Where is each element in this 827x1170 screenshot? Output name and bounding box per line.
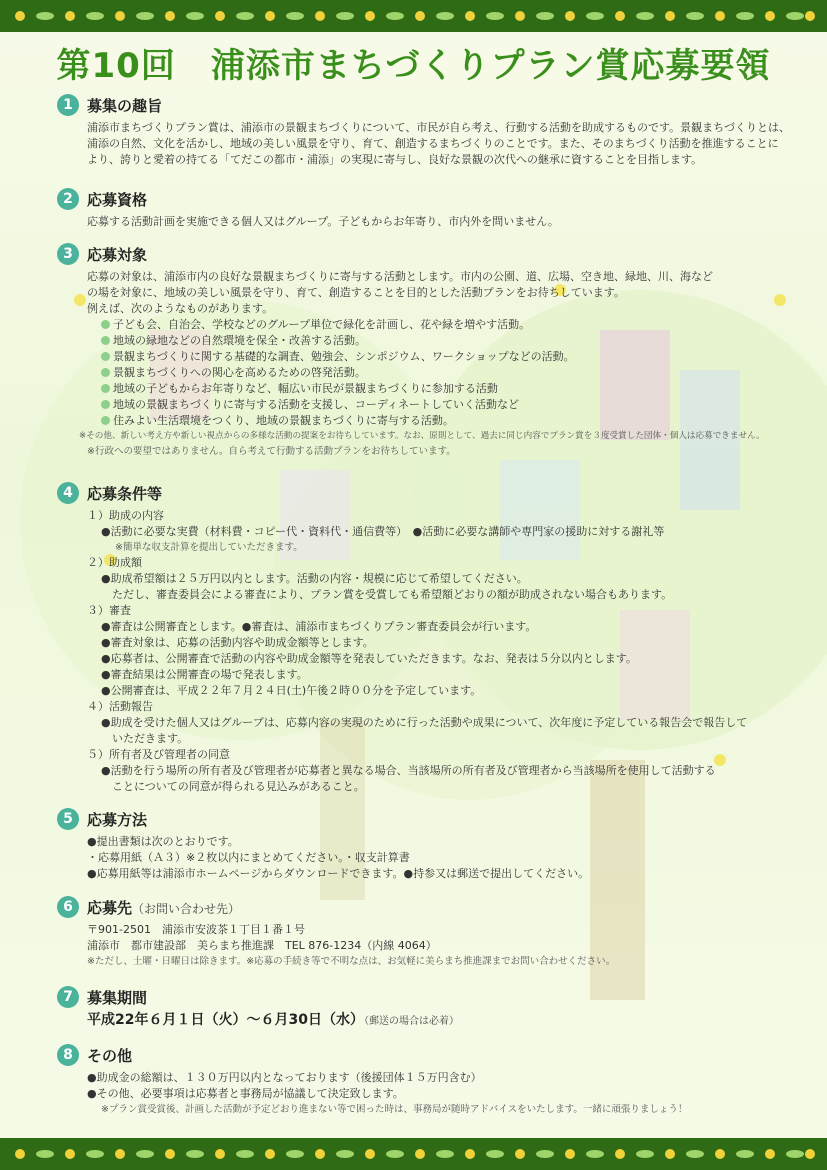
section-heading: 応募資格	[87, 191, 148, 209]
body-line: 浦添市まちづくりプラン賞は、浦添市の景観まちづくりについて、市民が自ら考え、行動する活動を助成するものです。景観まちづくりとは、	[87, 121, 791, 134]
note: ※簡単な収支計算を提出していただきます。	[115, 542, 303, 553]
body-line: ●その他、必要事項は応募者と事務局が協議して決定致します。	[87, 1087, 404, 1100]
top-decorative-border	[0, 0, 827, 32]
page-title: 第10回 浦添市まちづくりプラン賞応募要領	[56, 46, 771, 86]
body-line: 例えば、次のようなものがあります。	[87, 302, 274, 315]
bullet-icon	[101, 320, 110, 329]
body-line: ●審査結果は公開審査の場で発表します。	[101, 668, 308, 681]
note: ※プラン賞受賞後、計画した活動が予定どおり進まない等で困った時は、事務局が随時アドバイスをいたします。一緒に頑張りましょう！	[101, 1104, 688, 1115]
section-number: 8	[57, 1044, 79, 1066]
body-line: ●活動に必要な実費（材料費・コピー代・資料代・通信費等） ●活動に必要な講師や専門家の援助に対する謝礼等	[101, 525, 665, 538]
bullet-icon	[101, 416, 110, 425]
subsection-label: １）助成の内容	[87, 509, 164, 522]
section-method	[57, 808, 797, 882]
body-line: ●審査対象は、応募の活動内容や助成金額等とします。	[101, 636, 374, 649]
body-line: ●助成金の総額は、１３０万円以内となっております（後援団体１５万円含む）	[87, 1071, 482, 1084]
section-purpose	[57, 94, 797, 168]
body-line: ●助成希望額は２５万円以内とします。活動の内容・規模に応じて希望してください。	[101, 572, 528, 585]
application-period: 平成22年６月１日（火）～６月30日（水）（郵送の場合は必着）	[87, 1012, 459, 1028]
subsection-label: ２）助成額	[87, 556, 142, 569]
body-line: ●応募者は、公開審査で活動の内容や助成金額等を発表していただきます。なお、発表は５分以内とします。	[101, 652, 637, 665]
body-line: 応募する活動計画を実施できる個人又はグループ。子どもからお年寄り、市内外を問いません。	[87, 215, 559, 228]
body-line: より、誇りと愛着の持てる「てだこの都市・浦添」の実現に寄与し、良好な景観の次代への継承に資することを目指します。	[87, 153, 703, 166]
contact-line: 浦添市 都市建設部 美らまち推進課 TEL 876-1234（内線 4064）	[87, 939, 437, 952]
section-heading: 応募条件等	[87, 485, 163, 503]
body-line: ●審査は公開審査とします。●審査は、浦添市まちづくりプラン審査委員会が行います。	[101, 620, 537, 633]
body-line: の場を対象に、地域の美しい風景を守り、育て、創造することを目的とした活動プランをお待ちしています。	[87, 286, 625, 299]
bullet-icon	[101, 352, 110, 361]
list-item: 地域の景観まちづくりに寄与する活動を支援し、コーディネートしていく活動など	[87, 397, 797, 413]
list-item: 地域の緑地などの自然環境を保全・改善する活動。	[87, 333, 797, 349]
section-heading: 応募対象	[87, 246, 148, 264]
list-item: 住みよい生活環境をつくり、地域の景観まちづくりに寄与する活動。	[87, 413, 797, 429]
section-number: 2	[57, 188, 79, 210]
section-heading: その他	[87, 1047, 133, 1065]
bottom-decorative-border	[0, 1138, 827, 1170]
list-item: 地域の子どもからお年寄りなど、幅広い市民が景観まちづくりに参加する活動	[87, 381, 797, 397]
body-line: ●活動を行う場所の所有者及び管理者が応募者と異なる場合、当該場所の所有者及び管理者から当該場所を使用して活動する	[101, 764, 716, 777]
section-heading: 募集期間	[87, 989, 148, 1007]
address-line: 〒901-2501 浦添市安波茶１丁目１番１号	[87, 923, 305, 936]
subsection-label: ４）活動報告	[87, 700, 153, 713]
body-line: ●応募用紙等は浦添市ホームページからダウンロードできます。●持参又は郵送で提出してください。	[87, 867, 590, 880]
body-line: いただきます。	[101, 732, 189, 745]
body-line: ・応募用紙（Ａ３）※２枚以内にまとめてください。・収支計算書	[87, 851, 410, 864]
section-period	[57, 986, 797, 1030]
section-heading: 募集の趣旨	[87, 97, 163, 115]
subsection-label: ５）所有者及び管理者の同意	[87, 748, 230, 761]
section-number: 1	[57, 94, 79, 116]
body-line: 応募の対象は、浦添市内の良好な景観まちづくりに寄与する活動とします。市内の公園、道、広場、空き地、緑地、川、海など	[87, 270, 714, 283]
section-number: 4	[57, 482, 79, 504]
note: ※ただし、土曜・日曜日は除きます。※応募の手続き等で不明な点は、お気軽に美らまち推進課までお問い合わせください。	[87, 956, 616, 967]
note: ※その他、新しい考え方や新しい視点からの多様な活動の提案をお待ちしています。なお、原則として、過去に同じ内容でプラン賞を３度受賞した団体・個人は応募できません。	[79, 431, 765, 441]
section-eligibility	[57, 188, 797, 230]
body-line: ●公開審査は、平成２２年７月２４日(土)午後２時００分を予定しています。	[101, 684, 482, 697]
bullet-icon	[101, 336, 110, 345]
bullet-icon	[101, 400, 110, 409]
body-line: 浦添の自然、文化を活かし、地域の美しい風景を守り、育て、創造するまちづくりのことです。また、そのまちづくり活動を推進することに	[87, 137, 779, 150]
section-number: 6	[57, 896, 79, 918]
section-number: 3	[57, 243, 79, 265]
body-line: ただし、審査委員会による審査により、プラン賞を受賞しても希望額どおりの額が助成されない場合もあります。	[101, 588, 673, 601]
section-number: 7	[57, 986, 79, 1008]
bullet-icon	[101, 368, 110, 377]
section-target	[57, 243, 797, 459]
bullet-icon	[101, 384, 110, 393]
section-other	[57, 1044, 797, 1117]
section-heading: 応募方法	[87, 811, 148, 829]
section-conditions	[57, 482, 797, 795]
section-contact	[57, 896, 797, 969]
body-line: ●提出書類は次のとおりです。	[87, 835, 239, 848]
list-item: 景観まちづくりに関する基礎的な調査、勉強会、シンポジウム、ワークショップなどの活動。	[87, 349, 797, 365]
body-line: ことについての同意が得られる見込みがあること。	[101, 780, 365, 793]
section-heading: 応募先（お問い合わせ先）	[87, 899, 241, 917]
body-line: ●助成を受けた個人又はグループは、応募内容の実現のために行った活動や成果について、次年度に予定している報告会で報告して	[101, 716, 748, 729]
section-number: 5	[57, 808, 79, 830]
note: ※行政への要望ではありません。自ら考えて行動する活動プランをお待ちしています。	[87, 446, 456, 457]
list-item: 子ども会、自治会、学校などのグループ単位で緑化を計画し、花や緑を増やす活動。	[87, 317, 797, 333]
subsection-label: ３）審査	[87, 604, 131, 617]
list-item: 景観まちづくりへの関心を高めるための啓発活動。	[87, 365, 797, 381]
